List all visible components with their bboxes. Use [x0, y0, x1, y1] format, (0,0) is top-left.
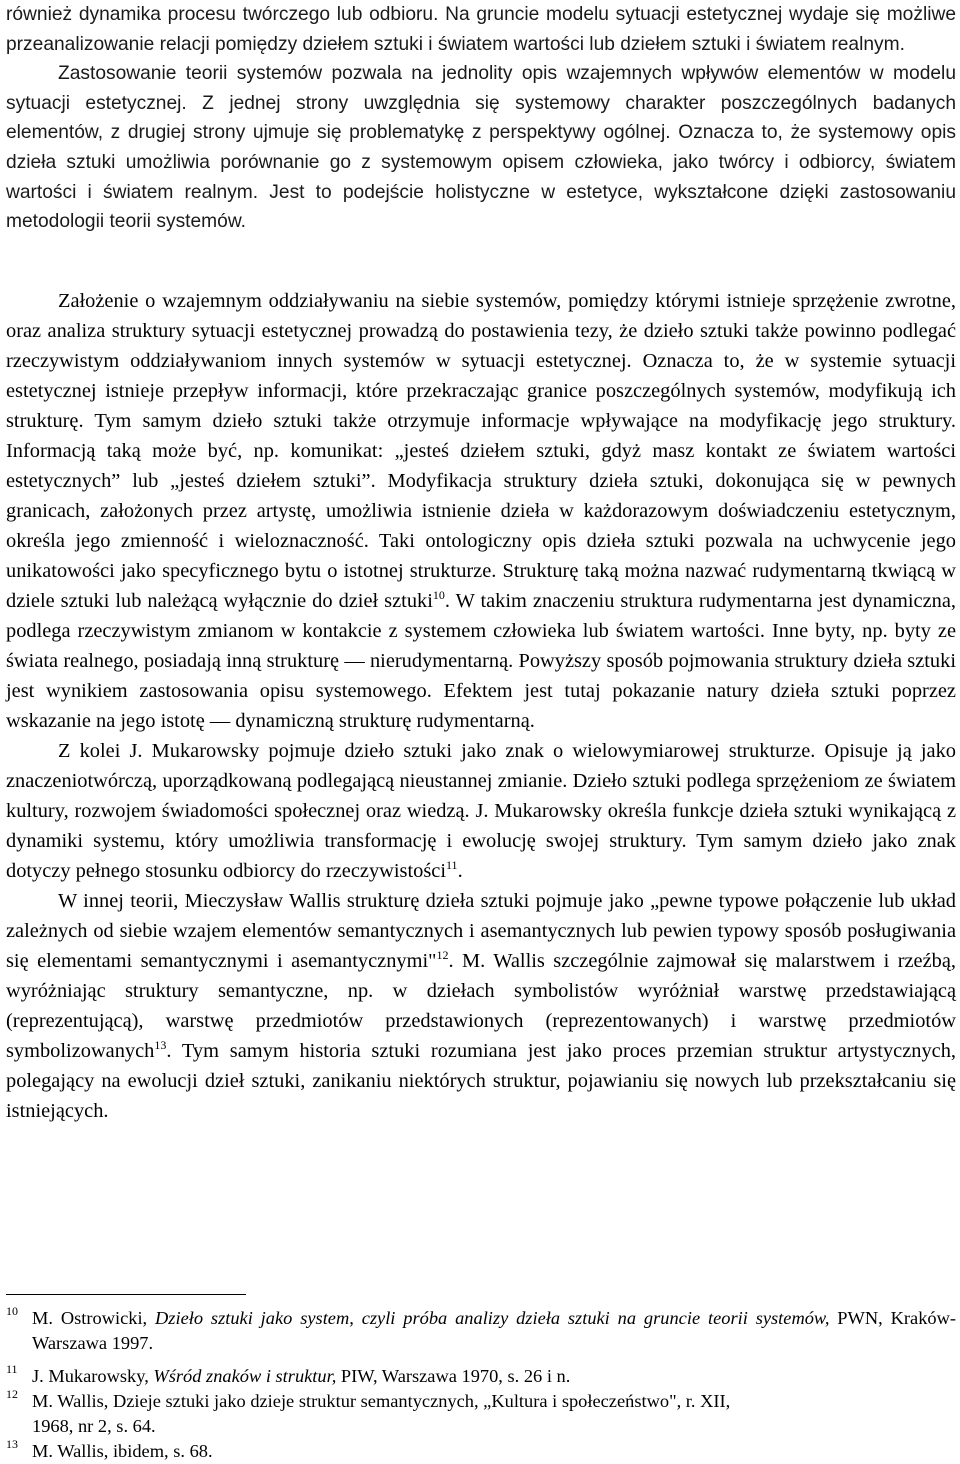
paragraph-4: [6, 736, 956, 886]
footnote-divider: [6, 1294, 246, 1295]
footnote-text: M. Wallis, Dzieje sztuki jako dzieje struktur semantycznych, „Kultura i społeczeństwo", r. XII,: [32, 1391, 731, 1411]
footnote-ref-12[interactable]: 12: [436, 948, 449, 962]
footnote-text-continued: 1968, nr 2, s. 64.: [32, 1416, 156, 1436]
footnote-text: M. Wallis, ibidem, s. 68.: [32, 1441, 213, 1461]
footnote-number: 10: [6, 1304, 18, 1318]
footnote-title: Dzieło sztuki jako system, czyli próba analizy dzieła sztuki na gruncie teorii systemów,: [155, 1308, 830, 1328]
paragraph-3-text-a: Założenie o wzajemnym oddziaływaniu na siebie systemów, pomiędzy którymi istnieje sprzężenie zwrotne, oraz analiza struktury sytuacji estetycznej prowadzą do postawienia tezy, że dzieło sztuki także powinno podlegać rzeczywistym oddziaływaniom innych systemów w sytuacji estetycznej. Oznacza to, że w systemie sytuacji estetycznej istnieje przepływ informacji, które przekraczając granice poszczególnych systemów, modyfikują ich strukturę. Tym samym dzieło sztuki także otrzymuje informacje wpływające na modyfikację jego struktury. Informacją taką może być, np. komunikat: „jesteś dziełem sztuki, gdyż masz kontakt ze światem wartości estetycznych” lub „jesteś dziełem sztuki”. Modyfikacja struktury dzieła sztuki, dokonująca się w pewnych granicach, założonych przez artystę, umożliwia istnienie dzieła w każdorazowym doświadczeniu estetycznym, określa jego zmienność i wieloznaczność. Taki ontologiczny opis dzieła sztuki pozwala na uchwycenie jego unikatowości jako specyficznego bytu o istotnej strukturze. Strukturę taką można nazwać rudymentarną tkwiącą w dziele sztuki lub należącą wyłącznie do dzieł sztuki: [6, 290, 956, 612]
paragraph-2: Zastosowanie teorii systemów pozwala na jednolity opis wzajemnych wpływów elementów w modelu sytuacji estetycznej. Z jednej strony uwzględnia się systemowy charakter poszczególnych badanych elementów, z drugiej strony ujmuje się problematykę z perspektywy ogólnej. Oznacza to, że systemowy opis dzieła sztuki umożliwia porównanie go z systemowym opisem człowieka, jako twórcy i odbiorcy, światem wartości i światem realnym. Jest to podejście holistyczne w estetyce, wykształcone dzięki zastosowaniu metodologii teorii systemów.: [6, 63, 956, 233]
footnote-text: [32, 1306, 956, 1356]
paragraph-4-text-a: Z kolei J. Mukarowsky pojmuje dzieło sztuki jako znak o wielowymiarowej strukturze. Opisuje ją jako znaczeniotwórczą, uporządkowaną podlegającą nieustannej zmianie. Dzieło sztuki podlega sprzężeniom ze światem kultury, rozwojem świadomości społecznej oraz wiedzą. J. Mukarowsky określa funkcje dzieła sztuki wynikającą z dynamiki systemu, który umożliwia transformację i ewolucję swojej struktury. Tym samym dzieło jako znak dotyczy pełnego stosunku odbiorcy do rzeczywistości: [6, 740, 956, 882]
footnote-number: 12: [6, 1387, 18, 1401]
footnote-publisher: PIW, Warszawa 1970, s. 26 i n.: [336, 1366, 571, 1386]
paragraph-5-text-c: . Tym samym historia sztuki rozumiana jest jako proces przemian struktur artystycznych, polegający na ewolucji dzieł sztuki, zanikaniu niektórych struktur, pojawianiu się nowych lub przekształcaniu się istniejących.: [6, 1040, 956, 1122]
footnote-10: [6, 1306, 956, 1356]
footnote-13: [6, 1439, 956, 1464]
paragraph-5-text-a: W innej teorii, Mieczysław Wallis strukturę dzieła sztuki pojmuje jako „pewne typowe połączenie lub układ zależnych od siebie wzajem elementów semantycznych i asemantycznych lub pewien typowy sposób posługiwania się elementami semantycznymi i asemantycznymi": [6, 890, 956, 972]
paragraph-1: również dynamika procesu twórczego lub odbioru. Na gruncie modelu sytuacji estetycznej wydaje się możliwe przeanalizowanie relacji pomiędzy dziełem sztuki i światem wartości lub dziełem sztuki i światem realnym.: [6, 4, 956, 55]
footnote-author: J. Mukarowsky,: [32, 1366, 154, 1386]
footnote-number: 13: [6, 1437, 18, 1451]
paragraph-5-text-b: . M. Wallis szczególnie zajmował się malarstwem i rzeźbą, wyróżniając struktury semantyczne, np. w dziełach symbolistów wyróżniał warstwę przedstawiającą (reprezentującą), warstwę przedmiotów przedstawionych (reprezentowanych) i warstwę przedmiotów symbolizowanych: [6, 950, 956, 1062]
paragraph-5: [6, 886, 956, 1126]
paragraph-3-text-b: . W takim znaczeniu struktura rudymentarna jest dynamiczna, podlega rzeczywistym zmianom w kontakcie z systemem człowieka lub światem wartości. Inne byty, np. byty ze świata realnego, posiadają inną strukturę ― nierudymentarną. Powyższy sposób pojmowania struktury dzieła sztuki jest wynikiem zastosowania opisu systemowego. Efektem jest tutaj pokazanie natury dzieła sztuki poprzez wskazanie na jego istotę ― dynamiczną strukturę rudymentarną.: [6, 590, 956, 732]
footnote-publisher: PWN, Kraków-Warszawa 1997.: [32, 1308, 957, 1353]
paragraph-4-text-b: .: [457, 860, 463, 882]
footnote-ref-11[interactable]: 11: [446, 858, 458, 872]
footnote-text: [32, 1364, 956, 1389]
footnote-ref-10[interactable]: 10: [432, 588, 445, 602]
footnote-author: M. Ostrowicki,: [32, 1308, 156, 1328]
sans-text-block: [6, 0, 956, 237]
footnote-11: [6, 1364, 956, 1389]
footnote-12: [6, 1389, 956, 1439]
footnote-title: Wśród znaków i struktur,: [153, 1366, 337, 1386]
serif-text-block: [6, 286, 956, 1126]
paragraph-3: [6, 286, 956, 736]
footnote-ref-13[interactable]: 13: [154, 1038, 167, 1052]
footnote-number: 11: [6, 1362, 18, 1376]
